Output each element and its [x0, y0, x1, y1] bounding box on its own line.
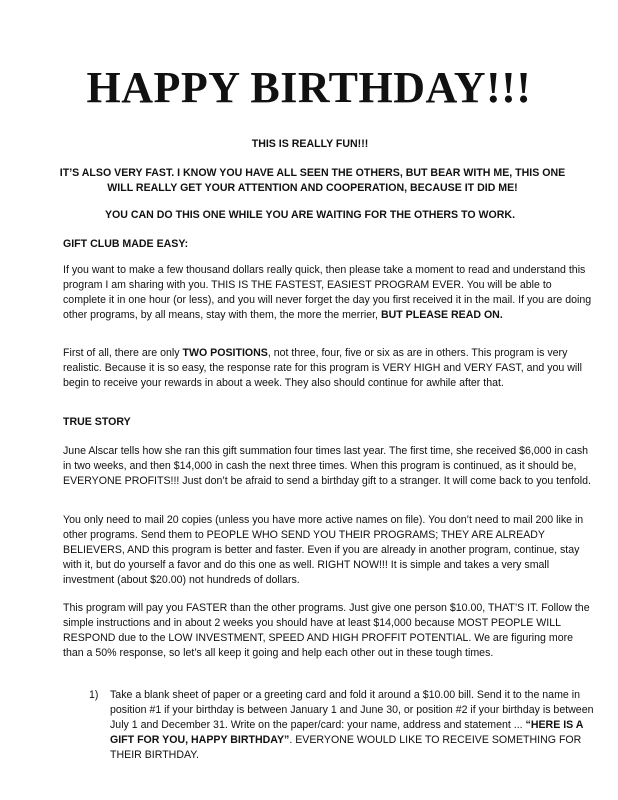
paragraph-emphasis: BUT PLEASE READ ON.: [380, 309, 503, 321]
list-item-text-part: Take a blank sheet of paper or a greeting card and fold it around a $10.00 bill. Send it to the name in position #1 if your birthday is between January 1 and June 30, or position #2 if your birthday is between July 1 and December 31. Write on the paper/card: your name, address and statement ...: [110, 689, 594, 731]
paragraph-emphasis: TWO POSITIONS: [182, 347, 268, 359]
paragraph-two-positions: [63, 346, 593, 391]
intro-line-3: YOU CAN DO THIS ONE WHILE YOU ARE WAITING FOR THE OTHERS TO WORK.: [104, 209, 516, 221]
section-heading-true-story: TRUE STORY: [63, 416, 131, 428]
intro-line-1: THIS IS REALLY FUN!!!: [251, 138, 369, 150]
paragraph-text: If you want to make a few thousand dollars really quick, then please take a moment to read and understand this program I am sharing with you. THIS IS THE FASTEST, EASIEST PROGRAM EVER. You will be able to complete it in one hour (or less), and you will never forget the day you first received it in the mail. If you are doing other programs, by all means, stay with them, the more the merrier,: [63, 264, 592, 321]
list-item-emphasis: “HERE IS A GIFT FOR YOU, HAPPY BIRTHDAY”: [110, 719, 584, 746]
paragraph-true-story: June Alscar tells how she ran this gift summation four times last year. The first time, she received $6,000 in cash in two weeks, and then $14,000 in cash the next three times. When this program is continued, as it should be, EVERYONE PROFITS!!! Just don’t be afraid to send a birthday gift to a stranger. It will come back to you tenfold.: [63, 445, 591, 487]
paragraph-text: First of all, there are only: [63, 347, 183, 359]
paragraph-mail-copies: You only need to mail 20 copies (unless you have more active names on file). You don’t need to mail 200 like in other programs. Send them to PEOPLE WHO SEND YOU THEIR PROGRAMS; THEY ARE ALREADY BELIEVERS, AND this program is better and faster. Even if you are already in another program, continue, stay with it, but do yourself a favor and do this one as well. RIGHT NOW!!! It is simple and takes a very small investment (about $20.00) not hundreds of dollars.: [63, 514, 584, 586]
list-item-text: [110, 688, 610, 763]
intro-line-2: IT’S ALSO VERY FAST. I KNOW YOU HAVE ALL SEEN THE OTHERS, BUT BEAR WITH ME, THIS ONE WILL REALLY GET YOUR ATTENTION AND COOPERATION, BECAUSE IT DID ME!: [59, 167, 566, 194]
section-heading-gift-club: GIFT CLUB MADE EASY:: [63, 238, 189, 250]
list-item-text-part: . EVERYONE WOULD LIKE TO RECEIVE SOMETHING FOR THEIR BIRTHDAY.: [110, 734, 582, 761]
paragraph-pays-faster: This program will pay you FASTER than the other programs. Just give one person $10.00, THAT’S IT. Follow the simple instructions and in about 2 weeks you should have at least $14,000 because MOST PEOPLE WILL RESPOND due to the LOW INVESTMENT, SPEED AND HIGH PROFFIT POTENTIAL. We are figuring more than a 50% response, so let’s all keep it going and help each other out in these tough times.: [63, 602, 590, 659]
paragraph-gift-club-intro: [63, 263, 593, 323]
page-title: HAPPY BIRTHDAY!!!: [86, 63, 532, 112]
paragraph-text: , not three, four, five or six as are in others. This program is very realistic. Because it is so easy, the response rate for this program is VERY HIGH and VERY FAST, and you will begin to receive your rewards in about a week. They also should continue for awhile after that.: [63, 347, 582, 389]
list-item-number: 1): [89, 689, 99, 701]
